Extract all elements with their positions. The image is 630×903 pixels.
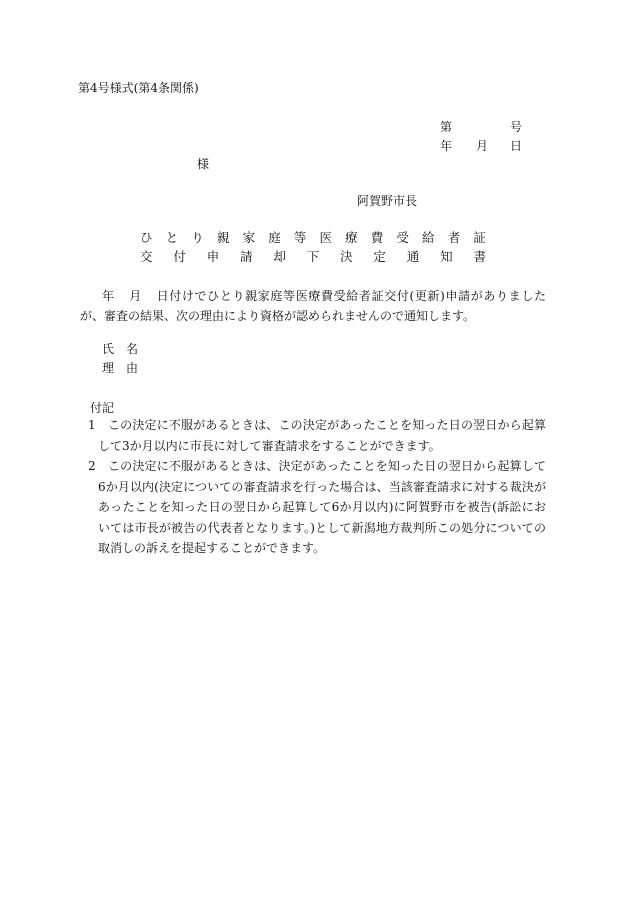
body-date-month: 月 <box>128 289 142 303</box>
title-line-2 <box>140 249 486 265</box>
title-char: 付 <box>173 249 186 264</box>
title-char: 書 <box>473 249 486 264</box>
title-char: り <box>191 230 204 245</box>
title-char: と <box>165 230 179 245</box>
title-char: 交 <box>140 249 153 264</box>
title-char: 家 <box>242 230 256 245</box>
note-item-1 <box>88 415 546 456</box>
title-char: 等 <box>293 230 307 245</box>
title-char: 決 <box>340 249 353 264</box>
title-char: 親 <box>216 230 230 245</box>
body-date-year: 年 <box>102 289 115 303</box>
note-number: 2 <box>88 459 96 473</box>
name-field-label: 氏 名 <box>102 342 139 356</box>
body-text: 日付けでひとり親家庭等医療費受給者証交付(更新)申請がありましたが、審査の結果、次の理由により資格が認められませんので通知します。 <box>80 289 546 323</box>
document-number-prefix: 第 <box>440 120 453 134</box>
form-label: 第4号様式(第4条関係) <box>78 81 199 95</box>
title-char: 受 <box>396 230 409 245</box>
note-text: この決定に不服があるときは、この決定があったことを知った日の翌日から起算して3か月以内に市長に対して審査請求をすることができます。 <box>98 418 546 453</box>
note-text: この決定に不服があるときは、決定があったことを知った日の翌日から起算して6か月以内(決定についての審査請求を行った場合は、当該審査請求に対する裁決があったことを知った日の翌日から起算して6か月以内)に阿賀野市を被告(訴訟においては市長が被告の代表者となります。)として新潟地方裁判所この処分についての取消しの訴えを提起することができます。 <box>98 459 546 555</box>
title-char: 者 <box>447 230 461 245</box>
title-char: 定 <box>373 249 386 264</box>
title-char: 給 <box>422 230 435 245</box>
title-char: 却 <box>273 249 286 264</box>
document-number-suffix: 号 <box>510 120 523 134</box>
title-char: ひ <box>140 230 153 245</box>
date-year-label: 年 <box>440 139 453 153</box>
title-char: 庭 <box>268 230 281 245</box>
note-item-2 <box>88 456 546 559</box>
issuer-name: 阿賀野市長 <box>357 194 418 208</box>
title-char: 知 <box>440 249 453 264</box>
date-month-label: 月 <box>476 139 489 153</box>
addressee-honorific: 様 <box>197 157 210 171</box>
title-char: 請 <box>240 249 253 264</box>
title-char: 療 <box>345 230 358 245</box>
reason-field-label: 理 由 <box>102 361 139 375</box>
title-char: 医 <box>319 230 332 245</box>
title-line-1 <box>140 230 486 246</box>
title-char: 通 <box>406 249 420 264</box>
title-char: 下 <box>306 249 320 264</box>
title-char: 申 <box>206 249 220 264</box>
note-number: 1 <box>88 418 96 432</box>
notes-heading: 付記 <box>90 401 115 415</box>
date-day-label: 日 <box>510 139 523 153</box>
title-char: 証 <box>473 230 486 245</box>
body-paragraph <box>80 286 546 326</box>
title-char: 費 <box>370 230 384 245</box>
